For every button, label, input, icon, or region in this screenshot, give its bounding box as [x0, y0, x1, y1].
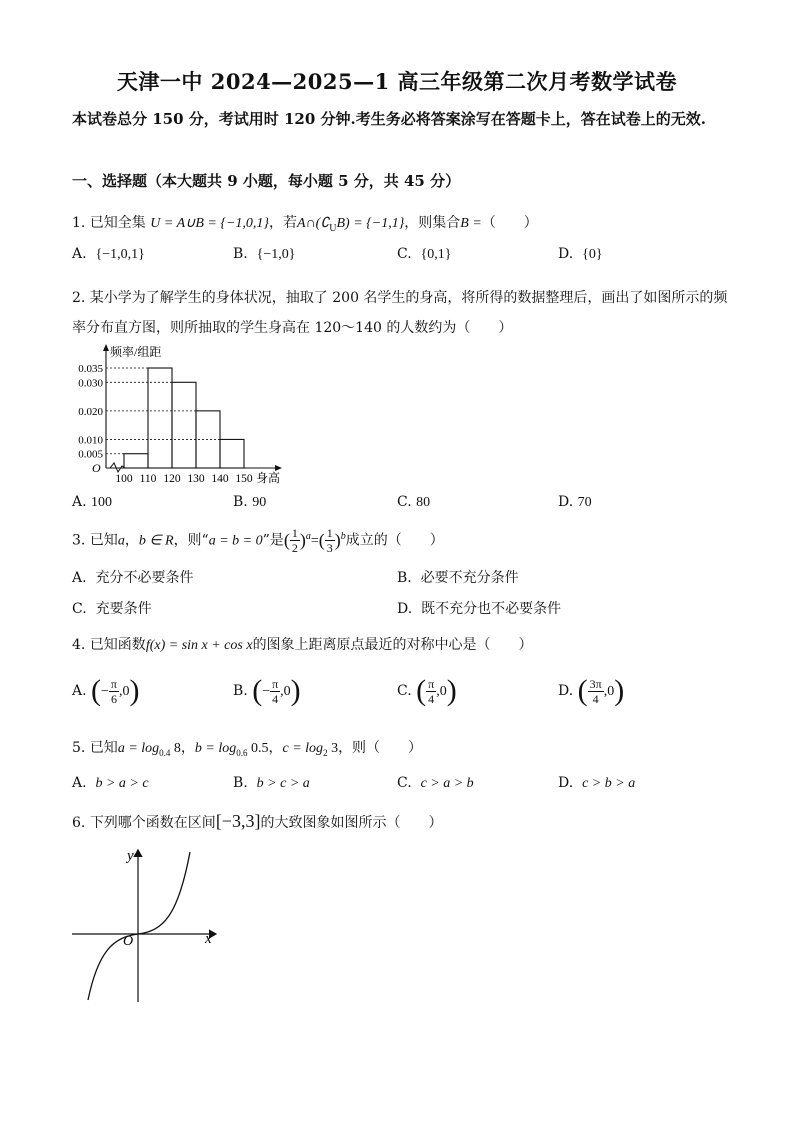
histogram-chart: [70, 340, 300, 488]
stem-text: ，: [124, 532, 139, 549]
question-number: 1.: [72, 215, 86, 231]
y-tick-label: 0.010: [78, 434, 103, 447]
question-number: 4.: [72, 637, 86, 653]
math-expression: f(x) = sin x + cos x: [145, 638, 253, 653]
log-argument: 8: [170, 741, 181, 756]
x-tick-label: 120: [163, 473, 181, 485]
q4-option-b: B. (− $\frac{\pi}{4}$ ,0): [233, 674, 301, 707]
q5-option-b: B. b > c > a: [233, 775, 310, 791]
math-subscript: U: [329, 222, 337, 234]
math-expression: b = log: [194, 741, 237, 756]
x-tick-label: 150: [235, 473, 253, 485]
question-5-stem: [72, 737, 422, 758]
stem-text: 成立的（ ）: [345, 532, 444, 549]
fraction: $\frac{1}{2}$: [291, 526, 298, 555]
stem-text: ，则“: [173, 532, 209, 549]
math-expression: b ∈ R: [138, 533, 174, 549]
log-base: 0.6: [236, 747, 248, 758]
question-number: 3.: [72, 532, 86, 549]
q4-option-d: D. ( $\frac{3\pi}{4}$ ,0): [558, 674, 625, 707]
log-argument: 0.5: [247, 741, 269, 756]
q2-option-c: C. 80: [397, 494, 431, 510]
q1-option-b: B. {−1,0}: [233, 246, 296, 262]
y-tick-label: 0.005: [78, 448, 103, 461]
histogram-bar: [148, 368, 172, 468]
section-heading-choice: 一、选择题（本大题共 9 小题，每小题 5 分，共 45 分）: [72, 172, 461, 190]
y-tick-label: 0.030: [78, 377, 103, 390]
stem-text: ，则（ ）: [338, 740, 423, 756]
x-tick-label: 140: [211, 473, 229, 485]
stem-text: ，若: [269, 215, 298, 231]
math-expression: U = A∪B = {−1,0,1}: [150, 216, 270, 231]
question-2-stem-line2: 率分布直方图，则所抽取的学生身高在 120～140 的人数约为（ ）: [72, 320, 513, 336]
x-tick-label: 130: [187, 473, 205, 485]
origin-label: O: [123, 934, 134, 949]
function-curve: [88, 852, 190, 1000]
y-tick-label: 0.035: [78, 363, 103, 376]
exam-instructions: 本试卷总分 150 分，考试用时 120 分钟.考生务必将答案涂写在答题卡上，答在试卷上的无效.: [72, 110, 706, 128]
math-expression: a: [117, 533, 125, 549]
separator: ，: [180, 740, 195, 756]
math-expression: a = log: [117, 741, 160, 756]
stem-text: ”是: [262, 532, 284, 549]
stem-text: 已知函数: [89, 637, 146, 653]
histogram-bar: [172, 382, 196, 468]
stem-text: 下列哪个函数在区间: [89, 815, 216, 831]
x-axis-label: 身高: [256, 471, 281, 485]
histogram-bar: [124, 454, 148, 468]
question-1-stem: [72, 212, 538, 234]
q5-option-c: C. c > a > b: [397, 775, 474, 791]
stem-text: 的大致图象如图所示（ ）: [260, 815, 443, 831]
q3-option-a: A. 充分不必要条件: [72, 570, 194, 586]
histogram-plot: [78, 344, 282, 485]
origin-label: O: [92, 461, 101, 475]
x-tick-label: 110: [139, 473, 157, 485]
math-expression: B =: [460, 216, 482, 231]
separator: ，: [268, 740, 283, 756]
exam-title: 天津一中 2024—2025—1 高三年级第二次月考数学试卷: [116, 69, 678, 94]
q2-option-d: D. 70: [558, 494, 592, 510]
q5-option-d: D. c > b > a: [558, 775, 636, 791]
math-expression: A∩(∁: [297, 216, 330, 231]
q1-option-d: D. {0}: [558, 246, 603, 262]
q2-option-b: B. 90: [233, 494, 267, 510]
math-expression: c = log: [282, 741, 324, 756]
question-number: 5.: [72, 740, 86, 756]
math-interval: [−3,3]: [215, 811, 261, 831]
q4-option-a: A. (− $\frac{\pi}{6}$ ,0): [72, 674, 140, 707]
stem-text: 已知: [89, 740, 118, 756]
math-expression: B) = {−1,1}: [336, 216, 405, 231]
q5-option-a: A. b > a > c: [72, 775, 149, 791]
q3-option-d: D. 既不充分也不必要条件: [397, 601, 562, 617]
question-2-stem-line1: 2. 某小学为了解学生的身体状况，抽取了 200 名学生的身高，将所得的数据整理后，画出了如图所示的频: [72, 290, 728, 306]
q3-option-c: C. 充要条件: [72, 601, 152, 617]
q3-option-b: B. 必要不充分条件: [397, 570, 519, 586]
exponent: b: [340, 530, 346, 542]
q2-option-a: A. 100: [72, 494, 113, 510]
q4-option-c: C. ( $\frac{\pi}{4}$ ,0): [397, 674, 457, 707]
stem-text: 的图象上距离原点最近的对称中心是（ ）: [252, 637, 533, 653]
fraction: $\frac{1}{3}$: [326, 526, 333, 555]
log-base: 0.4: [159, 747, 171, 758]
log-argument: 3: [327, 741, 339, 756]
y-axis-label: 频率/组距: [110, 345, 162, 359]
question-number: 6.: [72, 815, 86, 831]
question-4-stem: [72, 634, 533, 654]
q1-option-a: A. {−1,0,1}: [72, 246, 145, 262]
y-axis-arrow: [103, 344, 109, 351]
question-6-stem: [72, 811, 442, 832]
math-expression: a = b = 0: [208, 533, 263, 549]
cubic-function-graph: [68, 842, 228, 1007]
log-base: 2: [323, 747, 328, 758]
x-axis-label: x: [205, 931, 212, 947]
histogram-bar: [220, 439, 244, 468]
equals-sign: =: [310, 533, 319, 549]
y-tick-label: 0.020: [78, 405, 103, 418]
stem-text: 已知: [89, 532, 118, 549]
x-tick-label: 100: [115, 473, 133, 485]
answer-blank: （ ）: [481, 215, 538, 231]
question-3-stem: 3. 已知a，b ∈ R，则“a = b = 0”是( $\frac{1}{2}$ )$^a$=( $\frac{1}{3}$ )$^b$成立的（ ）: [72, 526, 444, 555]
exponent: a: [305, 530, 311, 542]
stem-text: ，则集合: [404, 215, 461, 231]
y-axis-label: y: [127, 848, 134, 864]
q1-option-c: C. {0,1}: [397, 246, 452, 262]
stem-text: 已知全集: [89, 215, 146, 231]
